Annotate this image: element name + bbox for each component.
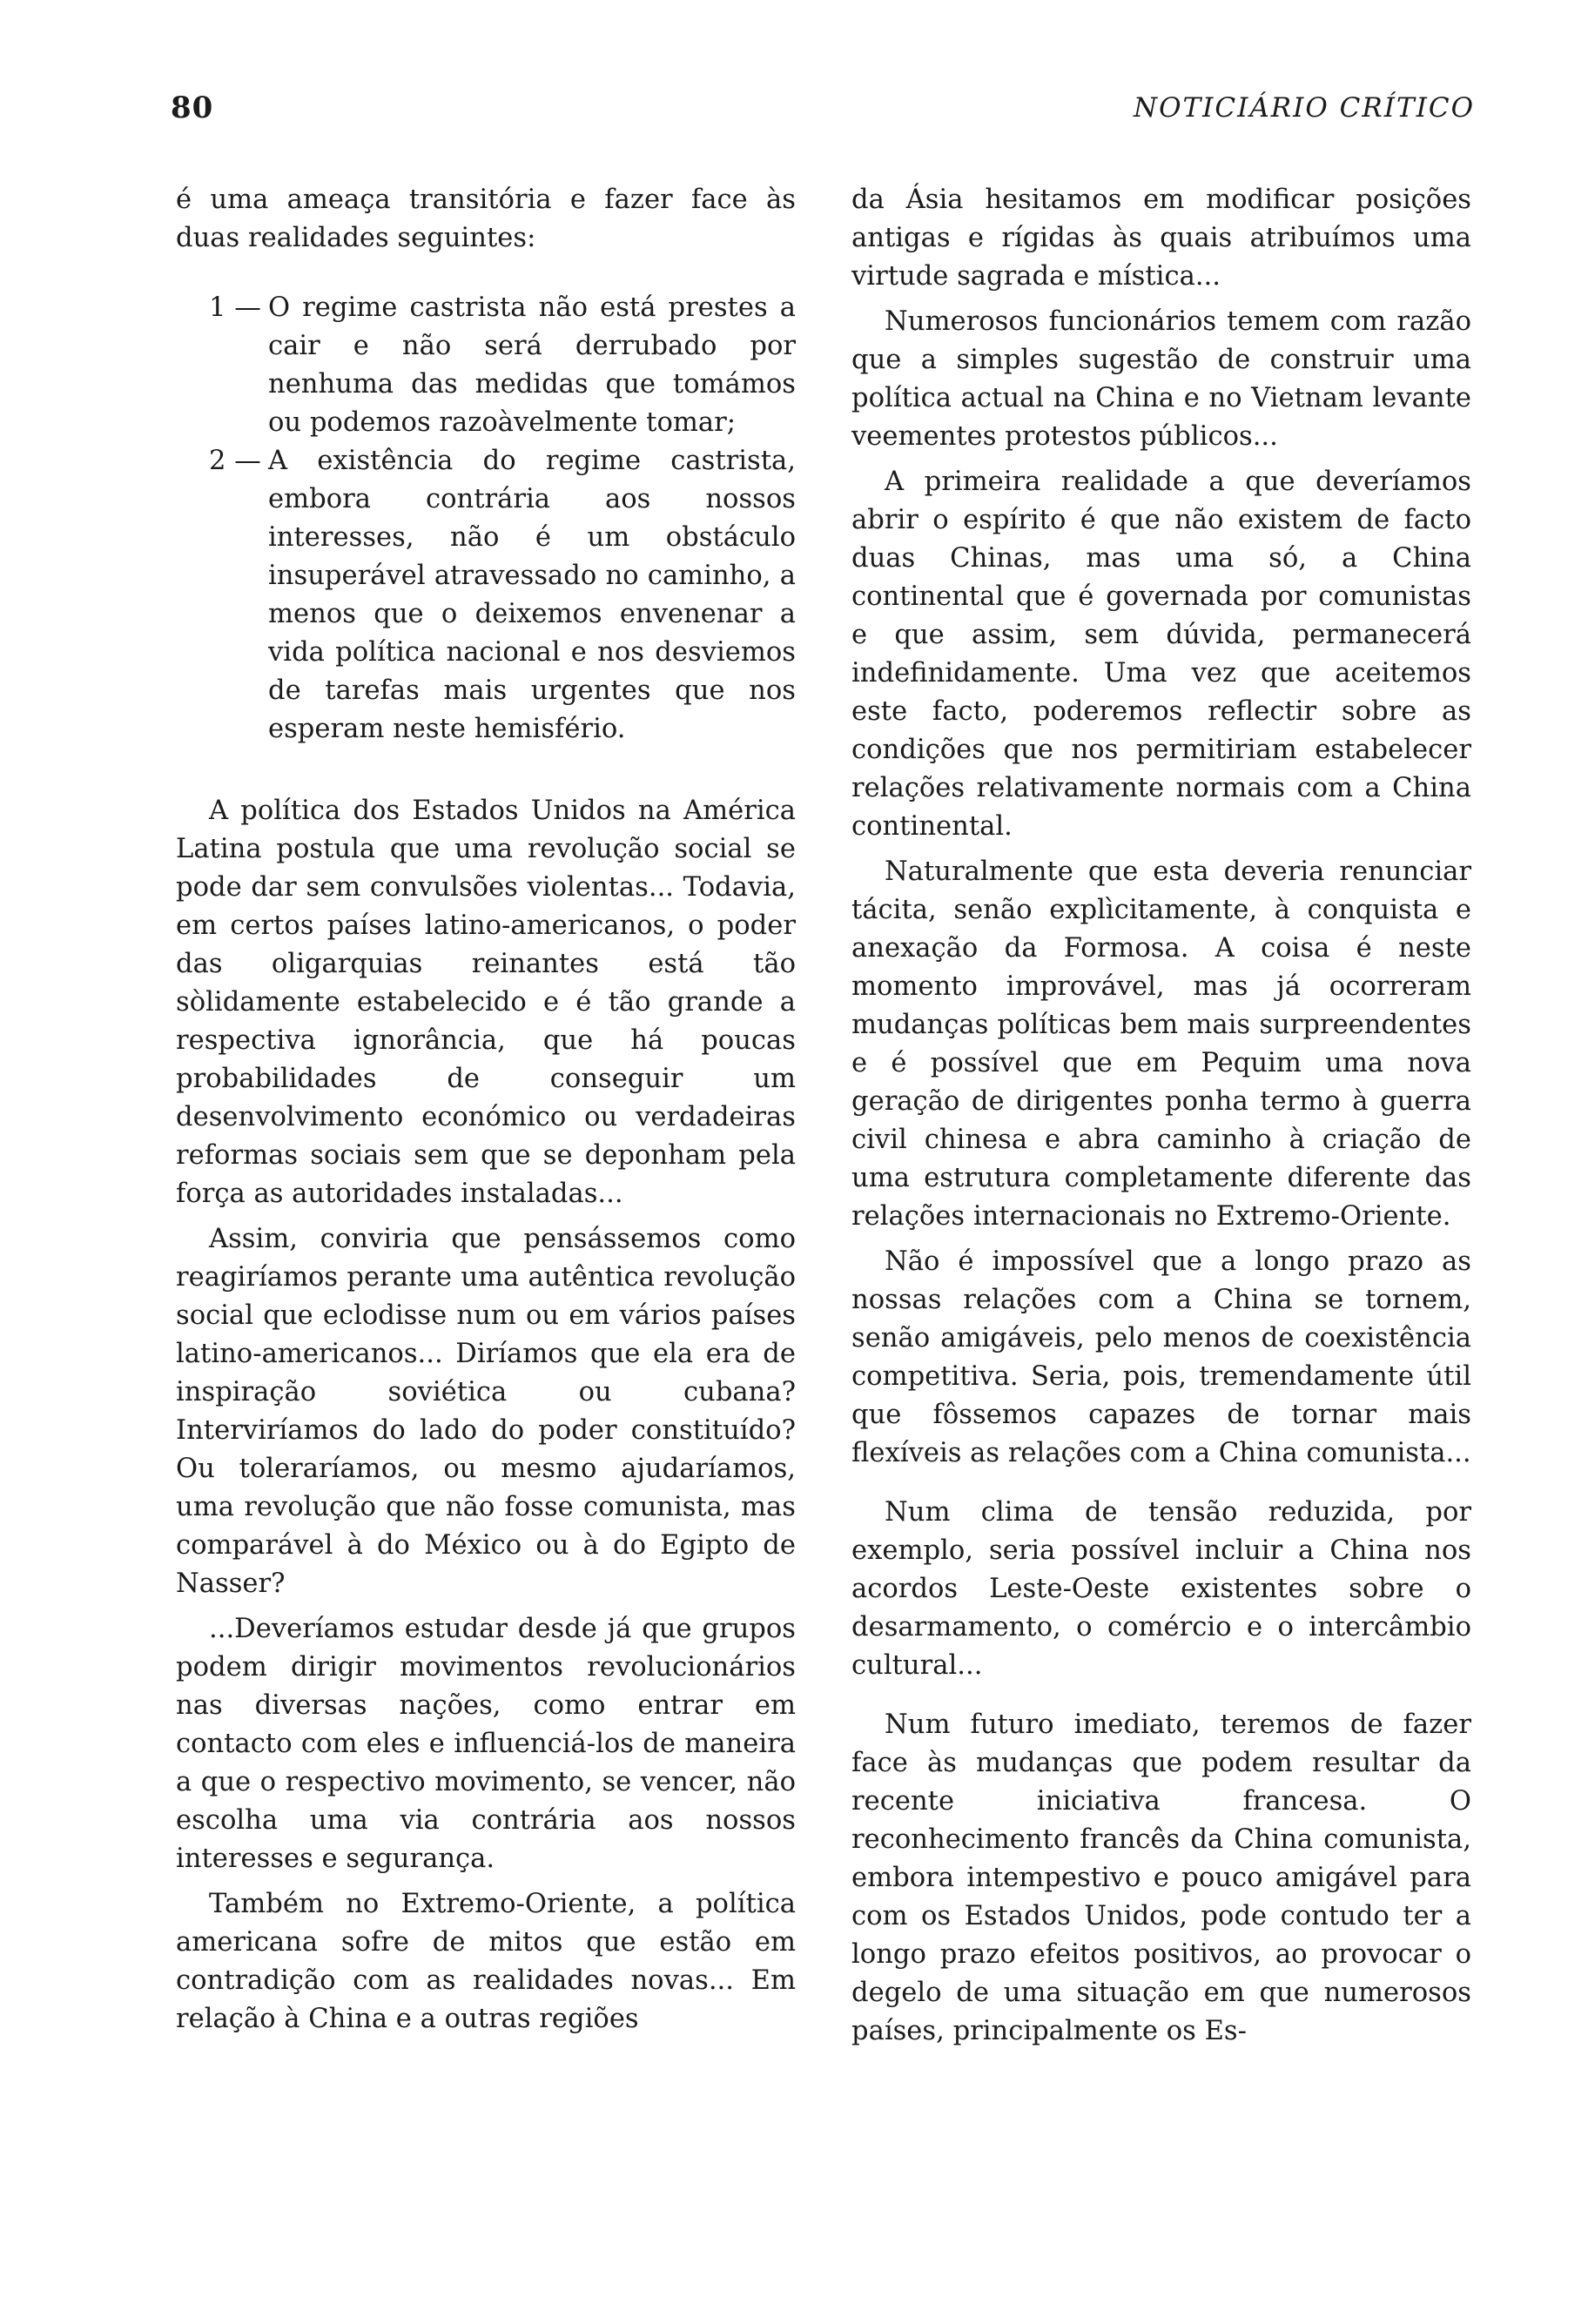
list-item-number: 1 — [209, 292, 261, 323]
numbered-list [176, 289, 796, 749]
body-paragraph: Numerosos funcionários temem com razão que a simples sugestão de construir uma política actual na China e no Vietnam levante veementes protestos públicos... [851, 306, 1471, 452]
body-paragraph: Também no Extremo-Oriente, a política americana sofre de mitos que estão em contradição com as realidades novas... Em relação à China e a outras regiões [176, 1889, 796, 2034]
body-paragraph: da Ásia hesitamos em modificar posições antigas e rígidas às quais atribuímos uma virtude sagrada e mística... [851, 185, 1471, 292]
body-paragraph: A política dos Estados Unidos na América Latina postula que uma revolução social se pode dar sem convulsões violentas... Todavia, em certos países latino-americanos, o poder das oligarquias reinantes está tão sòlidamente estabelecido e é tão grande a respectiva ignorância, que há poucas probabilidades de conseguir um desenvolvimento económico ou verdadeiras reformas sociais sem que se deponham pela força as autoridades instaladas... [176, 796, 796, 1209]
body-paragraph: Num clima de tensão reduzida, por exemplo, seria possível incluir a China nos acordos Leste-Oeste existentes sobre o desarmamento, o comércio e o intercâmbio cultural... [851, 1497, 1471, 1681]
list-item-text: O regime castrista não está prestes a cair e não será derrubado por nenhuma das medidas que tomámos ou podemos razoàvelmente tomar; [268, 292, 796, 438]
intro-paragraph: é uma ameaça transitória e fazer face às duas realidades seguintes: [176, 185, 796, 253]
body-paragraph: Não é impossível que a longo prazo as nossas relações com a China se tornem, senão amigáveis, pelo menos de coexistência competitiva. Seria, pois, tremendamente útil que fôssemos capazes de tornar mais flexíveis as relações com a China comunista... [851, 1246, 1471, 1468]
body-paragraph: Assim, conviria que pensássemos como reagiríamos perante uma autêntica revolução social que eclodisse num ou em vários países latino-americanos... Diríamos que ela era de inspiração soviética ou cubana? Interviríamos do lado do poder constituído? Ou toleraríamos, ou mesmo ajudaríamos, uma revolução que não fosse comunista, mas comparável à do México ou à do Egipto de Nasser? [176, 1224, 796, 1599]
page-number: 80 [171, 91, 214, 125]
body-paragraph: A primeira realidade a que deveríamos abrir o espírito é que não existem de facto duas Chinas, mas uma só, a China continental que é governada por comunistas e que assim, sem dúvida, permanecerá indefinidamente. Uma vez que aceitemos este facto, poderemos reflectir sobre as condições que nos permitiriam estabelecer relações relativamente normais com a China continental. [851, 467, 1471, 842]
list-item [176, 289, 796, 442]
right-column [851, 181, 1471, 2051]
list-item-text: A existência do regime castrista, embora contrária aos nossos interesses, não é um obstáculo insuperável atravessado no caminho, a menos que o deixemos envenenar a vida política nacional e nos desviemos de tarefas mais urgentes que nos esperam neste hemisfério. [268, 446, 796, 744]
list-item [176, 442, 796, 749]
list-item-number: 2 — [209, 446, 261, 476]
left-column [176, 181, 796, 2039]
body-paragraph: ...Deveríamos estudar desde já que grupos podem dirigir movimentos revolucionários nas diversas nações, como entrar em contacto com eles e influenciá-los de maneira a que o respectivo movimento, se vencer, não escolha uma via contrária aos nossos interesses e segurança. [176, 1614, 796, 1874]
running-title: NOTICIÁRIO CRÍTICO [1133, 92, 1475, 124]
body-paragraph: Naturalmente que esta deveria renunciar tácita, senão explìcitamente, à conquista e anexação da Formosa. A coisa é neste momento improvável, mas já ocorreram mudanças políticas bem mais surpreendentes e é possível que em Pequim uma nova geração de dirigentes ponha termo à guerra civil chinesa e abra caminho à criação de uma estrutura completamente diferente das relações internacionais no Extremo-Oriente. [851, 856, 1471, 1232]
body-paragraph: Num futuro imediato, teremos de fazer face às mudanças que podem resultar da recente iniciativa francesa. O reconhecimento francês da China comunista, embora intempestivo e pouco amigável para com os Estados Unidos, pode contudo ter a longo prazo efeitos positivos, ao provocar o degelo de uma situação em que numerosos países, principalmente os Es- [851, 1709, 1471, 2046]
